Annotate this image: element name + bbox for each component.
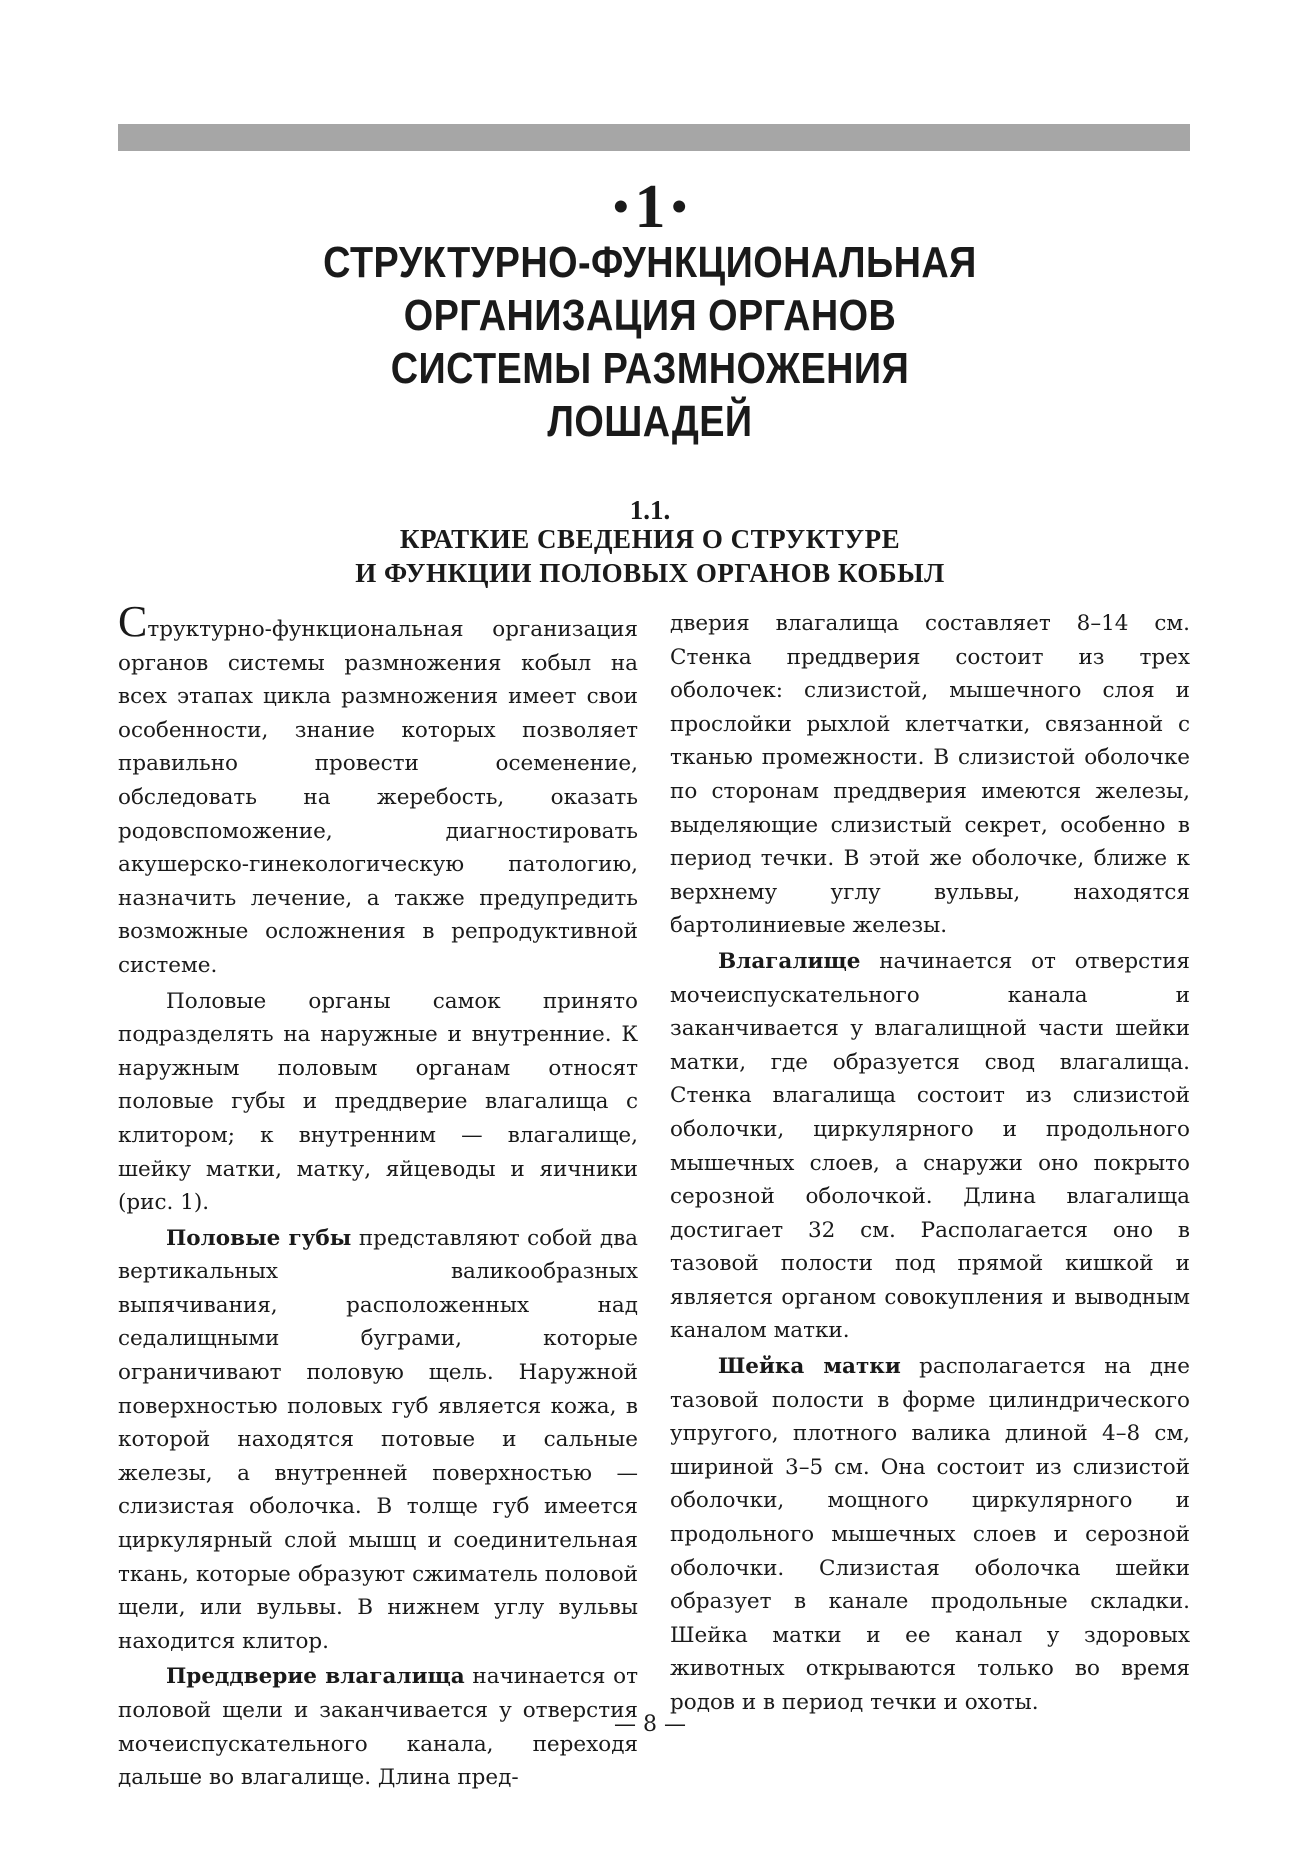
drop-cap: С [118, 597, 148, 646]
section-title-line: КРАТКИЕ СВЕДЕНИЯ О СТРУКТУРЕ [399, 524, 901, 554]
paragraph-text: представляют собой два вертикальных валикообразных выпячивания, расположенных над седалищными буграми, которые ограничивают половую щель. Наружной поверхностью половых губ является кожа, в которой находятся потовые и сальные железы, а внутренней поверхностью — слизистая оболочка. В толще губ имеется циркулярный слой мышц и соединительная ткань, которые образуют сжиматель половой щели, или вульвы. В нижнем углу вульвы находится клитор. [118, 1225, 638, 1654]
paragraph: дверия влагалища составляет 8–14 см. Стенка преддверия состоит из трех оболочек: слизистой, мышечного слоя и прослойки рыхлой клетчатки, связанной с тканью промежности. В слизистой оболочке по сторонам преддверия имеются железы, выделяющие слизистый секрет, особенно в период течки. В этой же оболочке, ближе к верхнему углу вульвы, находятся бартолиниевые железы. [670, 611, 1190, 939]
term: Преддверие влагалища [166, 1664, 465, 1690]
chapter-number-value: 1 [634, 173, 666, 241]
section-title [0, 522, 1300, 590]
section-title-line: И ФУНКЦИИ ПОЛОВЫХ ОРГАНОВ КОБЫЛ [355, 558, 945, 588]
paragraph [118, 597, 638, 983]
bullet-dot-right: • [671, 182, 687, 231]
paragraph-text: начинается от отверстия мочеиспускательного канала и заканчивается у влагалищной части шейки матки, где образуется свод влагалища. Стенка влагалища состоит из слизистой оболочки, циркулярного и продольного мышечных слоев, а снаружи оно покрыто серозной оболочкой. Длина влагалища достигает 32 см. Располагается оно в тазовой полости под прямой кишкой и является органом совокупления и выводным каналом матки. [670, 948, 1190, 1344]
paragraph-text: труктурно-функциональная организация органов системы размножения кобыл на всех этапах цикла размножения имеет свои особенности, знание которых позволяет правильно провести осеменение, обследовать на жеребость, оказать родовспоможение, диагностировать акушерско-гинекологическую патологию, назначить лечение, а также предупредить возможные осложнения в репродуктивной системе. [118, 617, 638, 978]
term: Половые губы [166, 1225, 352, 1251]
chapter-title-line: ЛОШАДЕЙ [547, 397, 753, 446]
chapter-title [91, 236, 1209, 448]
paragraph [118, 1222, 638, 1659]
chapter-title-line: ОРГАНИЗАЦИЯ ОРГАНОВ [403, 291, 897, 340]
term: Влагалище [718, 948, 861, 974]
section-number: 1.1. [629, 495, 671, 525]
paragraph-text: располагается на дне тазовой полости в форме цилиндрического упругого, плотного валика длиной 4–8 см, шириной 3–5 см. Она состоит из слизистой оболочки, мощного циркулярного и продольного мышечных слоев и серозной оболочки. Слизистая оболочка шейки образует в канале продольные складки. Шейка матки и ее канал у здоровых животных открываются только во время родов и в период течки и охоты. [670, 1354, 1191, 1715]
right-column [670, 607, 1190, 1722]
chapter-title-line: СТРУКТУРНО-ФУНКЦИОНАЛЬНАЯ [323, 238, 977, 287]
paragraph [670, 945, 1190, 1348]
term: Шейка матки [718, 1354, 901, 1380]
left-column [118, 597, 639, 1797]
bullet-dot-left: • [613, 182, 629, 231]
chapter-title-line: СИСТЕМЫ РАЗМНОЖЕНИЯ [390, 344, 910, 393]
paragraph-text: начинается от половой щели и заканчивается у отверстия мочеиспускательного канала, переходя дальше во влагалище. Длина пред- [118, 1664, 639, 1791]
page-number: — 8 — [614, 1712, 686, 1737]
paragraph: Половые органы самок принято подразделять на наружные и внутренние. К наружным половым органам относят половые губы и преддверие влагалища с клитором; к внутренним — влагалище, шейку матки, матку, яйцеводы и яичники (рис. 1). [118, 988, 638, 1216]
chapter-number [0, 172, 1300, 242]
chapter-header-bar [118, 124, 1190, 151]
paragraph [670, 1350, 1190, 1720]
